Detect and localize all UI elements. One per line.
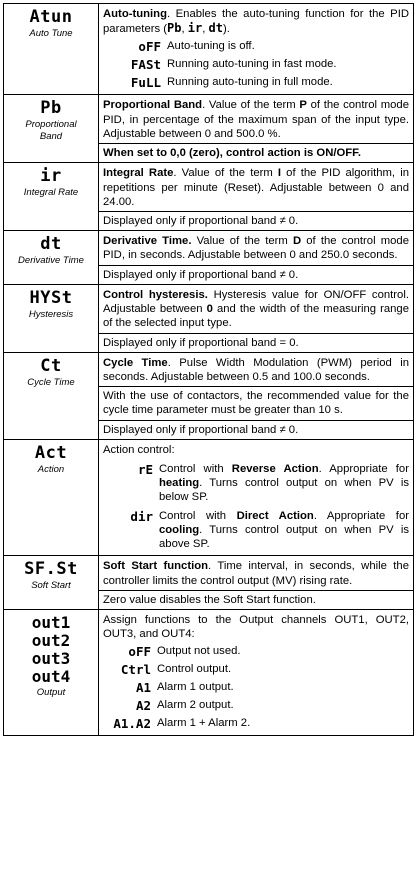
param-row-cycle-time [4, 352, 414, 439]
param-row-integral-rate [4, 163, 414, 231]
text: . Value of the term [173, 167, 278, 180]
text: . Turns control output on when PV is above SP. [159, 523, 409, 551]
lcd-code-act: Act [34, 442, 68, 463]
param-note: Zero value disables the Soft Start function. [99, 590, 413, 607]
param-note: When set to 0,0 (zero), control action is ON/OFF. [99, 143, 413, 160]
option-text [159, 462, 409, 505]
text: . Pulse Width Modulation (PWM) period in seconds. Adjustable between 0.5 and 100.0 seconds. [103, 356, 409, 383]
param-row-hysteresis [4, 284, 414, 352]
param-note: Displayed only if proportional band ≠ 0. [99, 265, 413, 282]
param-code-cell [4, 439, 99, 556]
param-label: Derivative Time. [103, 235, 192, 248]
option-text [159, 509, 409, 552]
option-text: Running auto-tuning in fast mode. [167, 58, 337, 71]
term: D [292, 235, 302, 248]
param-text [103, 98, 409, 141]
param-caption: Soft Start [31, 580, 71, 592]
option-code: A2 [135, 698, 151, 714]
param-note: Displayed only if proportional band ≠ 0. [99, 420, 413, 437]
param-description [99, 439, 414, 556]
option-code: dir [130, 508, 153, 524]
option-text: Output not used. [157, 645, 241, 658]
param-label: Proportional Band [103, 99, 203, 112]
param-code-cell [4, 163, 99, 231]
term: 0 [206, 303, 213, 316]
param-row-autotune [4, 4, 414, 95]
param-caption: Band [39, 131, 63, 143]
option-row [121, 57, 409, 72]
text: of the control mode PID, in seconds. Adjustable between 0 and 250.0 seconds. [103, 235, 409, 262]
param-caption: Cycle Time [27, 376, 75, 388]
param-text-contactors: With the use of contactors, the recommended value for the cycle time parameter must be greater than 10 s. [99, 386, 413, 417]
param-note: Displayed only if proportional band = 0. [99, 333, 413, 350]
param-description [99, 231, 414, 285]
param-row-derivative-time [4, 231, 414, 285]
param-caption: Action [37, 463, 65, 475]
option-row [103, 716, 409, 731]
text: ). [222, 23, 230, 36]
param-caption: Auto Tune [29, 28, 73, 39]
text: . Appropriate for [313, 509, 409, 522]
text: cooling [159, 523, 200, 536]
option-row [103, 662, 409, 677]
option-row [121, 39, 409, 54]
lcd-code-hyst: HYSt [29, 287, 73, 308]
param-caption: Derivative Time [18, 255, 84, 267]
option-text: Running auto-tuning in full mode. [167, 76, 333, 89]
param-intro [103, 7, 409, 36]
text: Control with [159, 509, 237, 522]
lcd-code-out3: out3 [31, 649, 71, 668]
option-row [103, 644, 409, 659]
option-text: Alarm 1 output. [157, 681, 234, 694]
option-text: Alarm 1 + Alarm 2. [157, 717, 251, 730]
lcd-inline-pb: Pb [167, 21, 182, 36]
lcd-code-ir: ir [40, 166, 62, 187]
param-note: Displayed only if proportional band ≠ 0. [99, 211, 413, 228]
param-code-cell [4, 284, 99, 352]
param-label: Control hysteresis. [103, 288, 208, 301]
lcd-code-out4: out4 [31, 667, 71, 686]
param-intro: Action control: [103, 443, 175, 456]
param-label: Cycle Time [103, 356, 168, 369]
parameter-table [3, 3, 414, 736]
text: Control with [159, 463, 232, 476]
param-caption: Proportional [25, 119, 77, 131]
param-code-cell [4, 95, 99, 163]
term: I [277, 167, 282, 180]
param-caption: Output [36, 687, 66, 698]
text: Direct Action [236, 509, 314, 522]
param-caption: Hysteresis [28, 308, 74, 320]
option-code: A1 [135, 680, 151, 696]
text: . Time interval, in seconds, while the controller limits the control output (MV) rising rate. [103, 560, 409, 587]
text: . Value of the term [202, 99, 300, 112]
param-row-output [4, 610, 414, 736]
param-code-cell [4, 352, 99, 439]
text: , [202, 23, 209, 36]
param-code-cell [4, 231, 99, 285]
param-description [99, 163, 414, 231]
param-caption: Integral Rate [23, 187, 79, 199]
param-code-cell [4, 4, 99, 95]
text: Value of the term [191, 235, 293, 248]
text: heating [159, 477, 200, 490]
lcd-code-pb: Pb [40, 98, 62, 119]
lcd-code-atun: Atun [29, 7, 73, 27]
text: Reverse Action [231, 463, 319, 476]
param-text [103, 559, 409, 587]
option-text: Control output. [157, 663, 232, 676]
param-text [103, 288, 409, 331]
text: . Appropriate for [318, 463, 409, 476]
option-row [103, 509, 409, 552]
lcd-code-ct: Ct [40, 355, 62, 376]
param-label: Integral Rate [103, 167, 174, 180]
param-intro: Assign functions to the Output channels OUT1, OUT2, OUT3, and OUT4: [103, 614, 409, 641]
option-row [103, 698, 409, 713]
param-code-cell [4, 610, 99, 736]
option-code: oFF [138, 39, 161, 55]
param-label: Soft Start function [103, 560, 209, 573]
option-code: oFF [128, 644, 151, 660]
option-code: rE [137, 462, 153, 478]
param-description [99, 284, 414, 352]
text: and the width of the measuring range of the selected input type. [103, 303, 409, 330]
param-description [99, 95, 414, 163]
option-row [103, 462, 409, 505]
option-code: FASt [130, 57, 161, 73]
option-row [103, 680, 409, 695]
param-description [99, 352, 414, 439]
text: of the control mode PID, in percentage of the maximum span of the input type. Adjustable between 0 and 500.0 %. [103, 99, 409, 140]
term: P [299, 99, 307, 112]
param-row-action [4, 439, 414, 556]
option-code: FuLL [130, 75, 161, 91]
param-description [99, 610, 414, 736]
param-text [103, 234, 409, 262]
option-code: A1.A2 [113, 716, 151, 732]
param-label: Auto-tuning [103, 8, 167, 20]
param-code-cell [4, 556, 99, 610]
option-text: Alarm 2 output. [157, 699, 234, 712]
param-text [103, 166, 409, 209]
text: . Enables the auto-tuning function for the PID parameters ( [103, 8, 409, 36]
lcd-code-sfst: SF.St [24, 559, 78, 580]
option-text: Auto-tuning is off. [167, 40, 255, 53]
param-row-proportional-band [4, 95, 414, 163]
lcd-code-dt: dt [40, 234, 62, 255]
param-text [103, 356, 409, 384]
option-row [121, 75, 409, 90]
text: of the PID algorithm, in repetitions per minute (Reset). Adjustable between 0 and 24.00. [103, 167, 409, 208]
lcd-inline-ir: ir [187, 21, 203, 36]
param-row-soft-start [4, 556, 414, 610]
text: Hysteresis value for ON/OFF control. Adjustable between [103, 288, 409, 316]
option-code: Ctrl [120, 662, 151, 678]
lcd-code-out2: out2 [31, 631, 71, 650]
lcd-code-out1: out1 [31, 613, 71, 632]
text: . Turns control output on when PV is below SP. [159, 477, 409, 504]
text: , [181, 23, 188, 36]
param-description [99, 4, 414, 95]
param-description [99, 556, 414, 610]
lcd-inline-dt: dt [208, 21, 223, 36]
